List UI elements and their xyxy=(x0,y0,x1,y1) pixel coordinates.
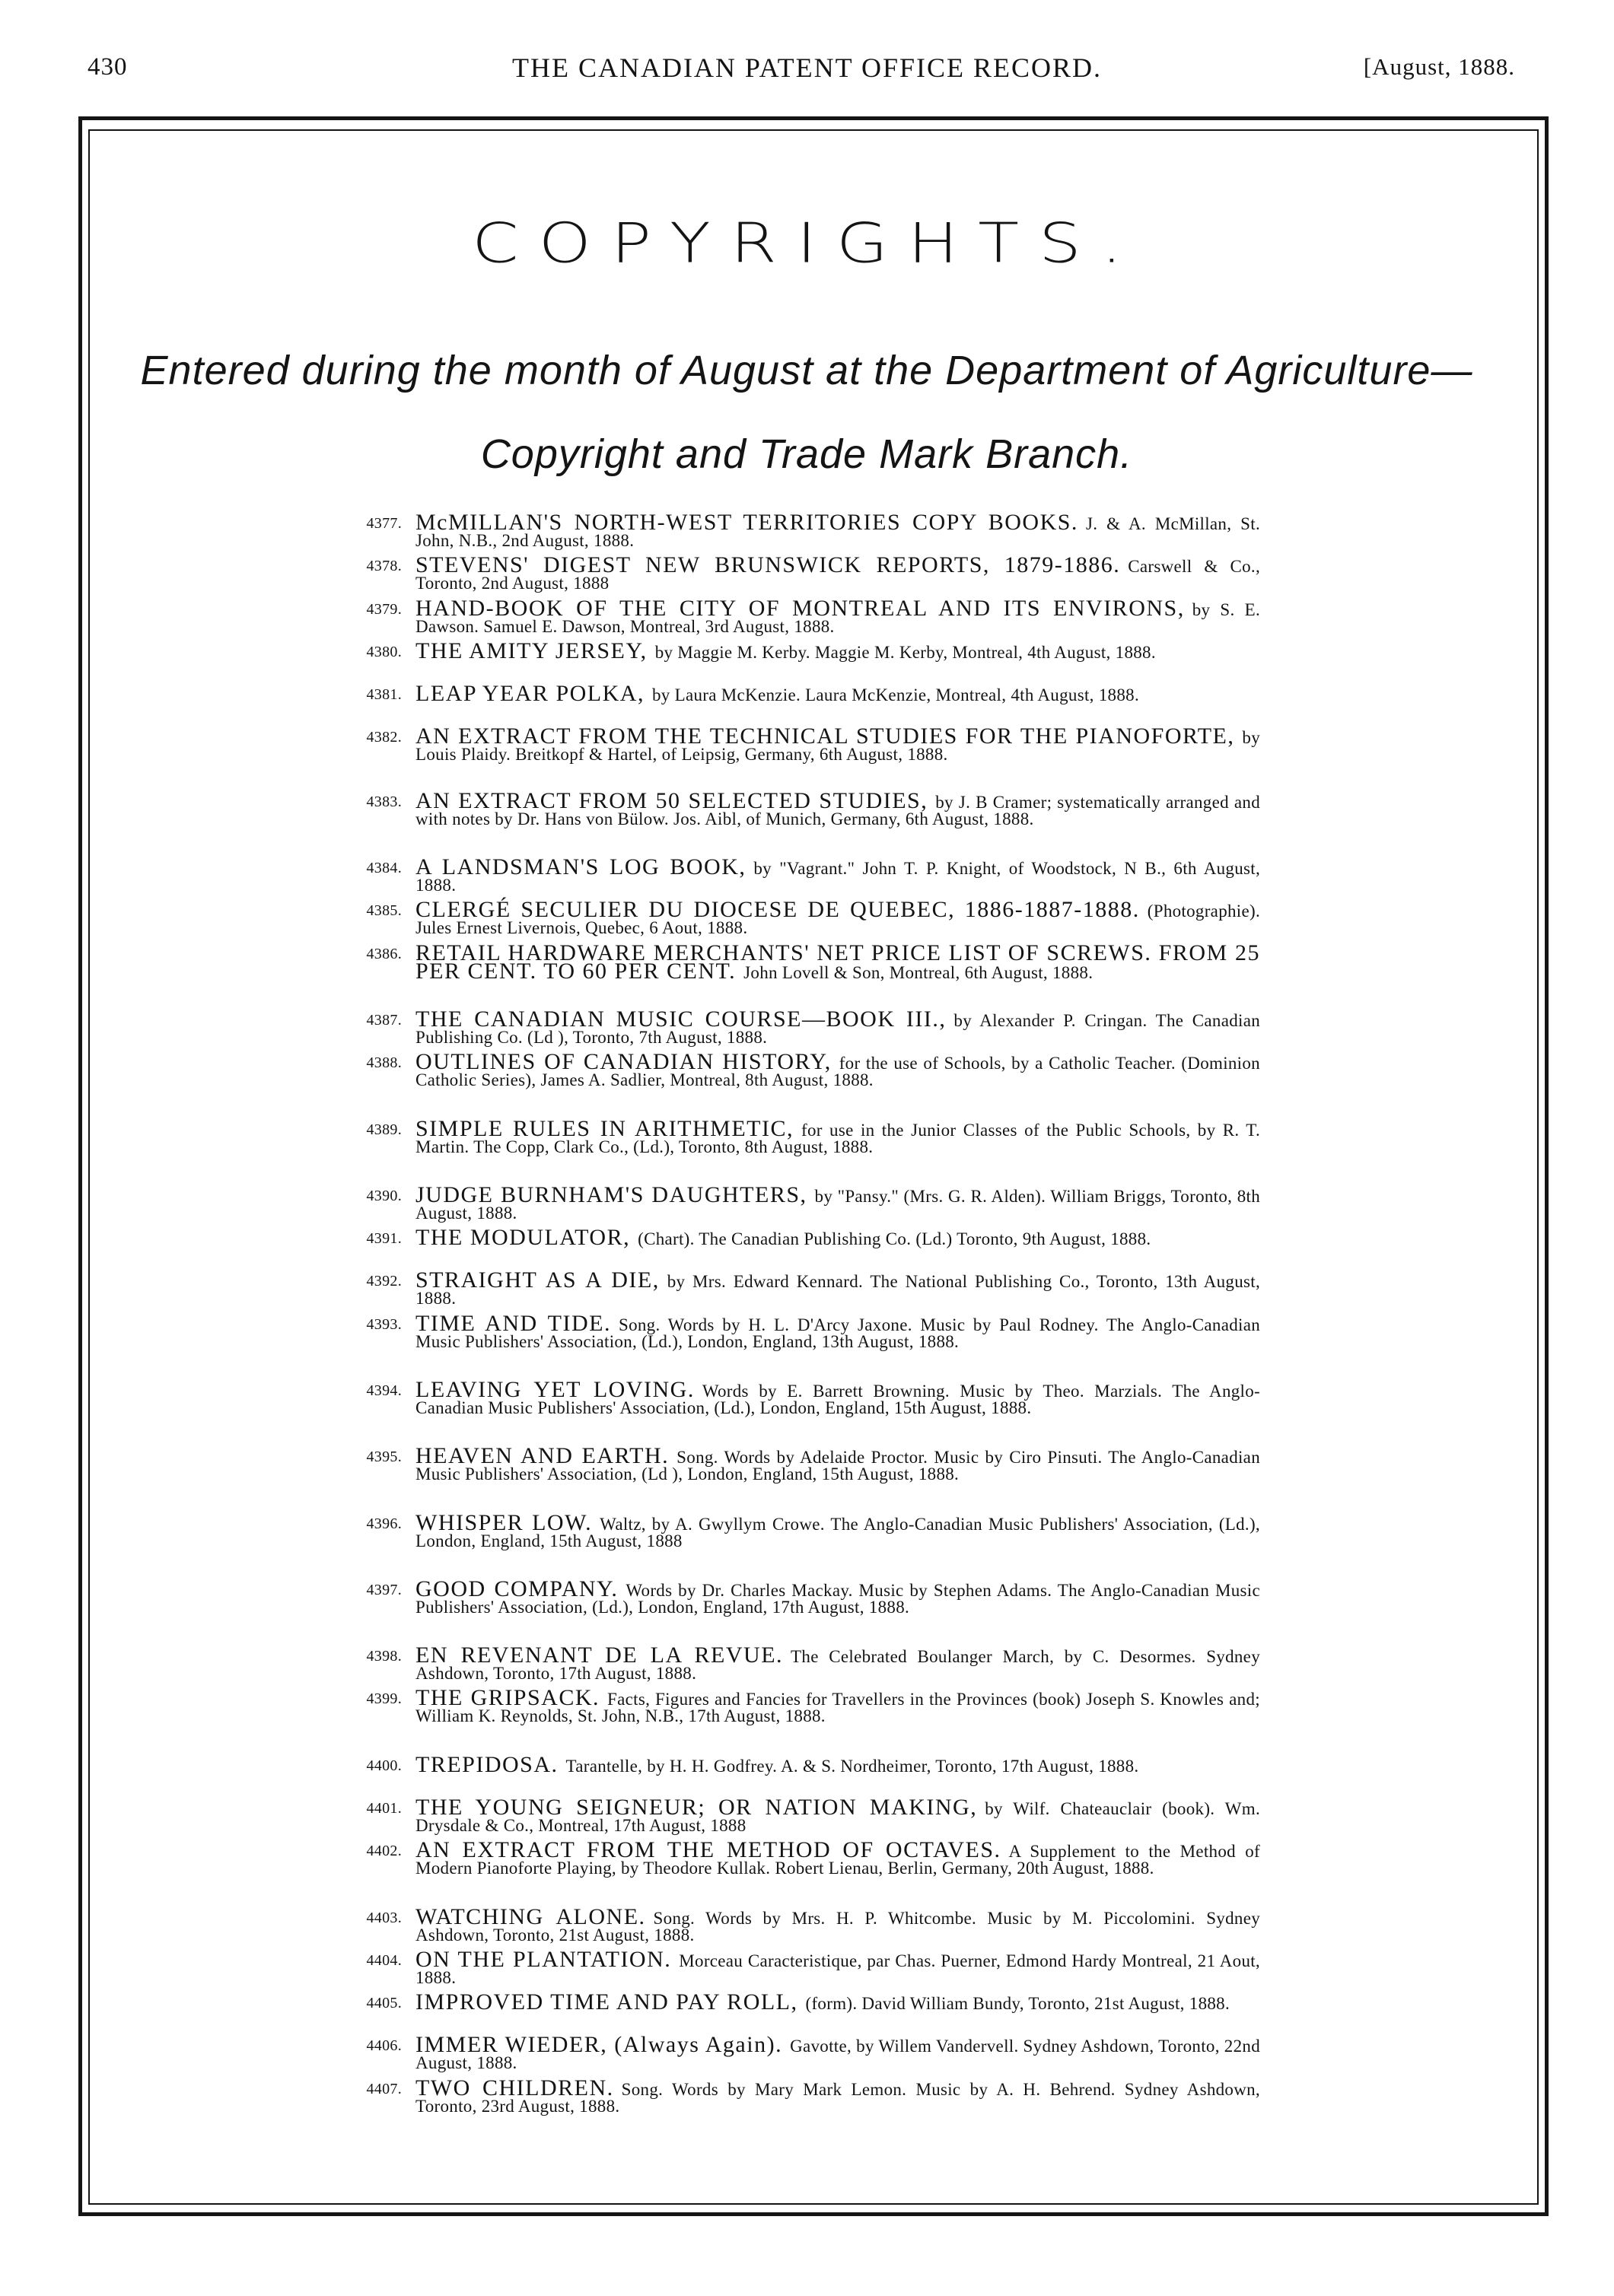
entry-details: Words by E. Barrett Browning. Music by Theo. Marzials. The Anglo-Canadian Music Publishers' Association, (Ld.), London, England, 15th August, 1888. xyxy=(415,1382,1260,1417)
entry-number: 4377. xyxy=(366,515,402,532)
entry-title: IMMER WIEDER, (Always Again). xyxy=(415,2032,783,2057)
entry-number: 4395. xyxy=(366,1449,402,1465)
entry-details: John Lovell & Son, Montreal, 6th August, 1888. xyxy=(743,963,1094,982)
entry-title: HAND-BOOK OF THE CITY OF MONTREAL AND ITS ENVIRONS, xyxy=(415,596,1185,621)
entry-number: 4393. xyxy=(366,1316,402,1333)
entry-body xyxy=(415,854,1260,895)
entry-body xyxy=(415,723,1260,764)
entry-number: 4402. xyxy=(366,1843,402,1859)
entry-details: Song. Words by H. L. D'Arcy Jaxone. Music by Paul Rodney. The Anglo-Canadian Music Publishers' Association, (Ld.), London, England, 13th August, 1888. xyxy=(415,1315,1261,1351)
entry-title: LEAP YEAR POLKA, xyxy=(415,681,645,706)
entry-number: 4392. xyxy=(366,1273,402,1290)
entry-details: Song. Words by Mrs. H. P. Whitcombe. Music by M. Piccolomini. Sydney Ashdown, Toronto, 21st August, 1888. xyxy=(415,1909,1261,1945)
entry-details: Waltz, by A. Gwyllym Crowe. The Anglo-Canadian Music Publishers' Association, (Ld.), London, England, 15th August, 1888 xyxy=(415,1515,1260,1550)
entry-number: 4387. xyxy=(366,1012,402,1029)
entry-number: 4383. xyxy=(366,793,402,810)
entry-body xyxy=(415,1510,1260,1550)
entry-title: THE MODULATOR, xyxy=(415,1225,631,1250)
entry-body xyxy=(415,1947,1260,1987)
entry-number: 4385. xyxy=(366,902,402,919)
entry-number: 4401. xyxy=(366,1800,402,1817)
entry-number: 4379. xyxy=(366,601,402,618)
entry-details: Gavotte, by Willem Vandervell. Sydney Ashdown, Toronto, 22nd August, 1888. xyxy=(415,2037,1260,2072)
entry-details: Facts, Figures and Fancies for Travellers in the Provinces (book) Joseph S. Knowles and; William K. Reynolds, St. John, N.B., 17th August, 1888. xyxy=(415,1690,1260,1725)
entry-body xyxy=(415,1443,1260,1483)
entry-title: ON THE PLANTATION. xyxy=(415,1947,672,1972)
entry-body xyxy=(415,1642,1260,1683)
entry-title: EN REVENANT DE LA REVUE. xyxy=(415,1642,784,1668)
entry-body xyxy=(415,1116,1260,1156)
entry-details: by J. B Cramer; systematically arranged and with notes by Dr. Hans von Bülow. Jos. Aibl, of Munich, Germany, 6th August, 1888. xyxy=(415,793,1260,828)
entry-title: TWO CHILDREN. xyxy=(415,2075,614,2100)
entry-title: IMPROVED TIME AND PAY ROLL, xyxy=(415,1989,798,2015)
entry-number: 4399. xyxy=(366,1690,402,1707)
entry-number: 4388. xyxy=(366,1054,402,1071)
entry-number: 4400. xyxy=(366,1757,402,1774)
entry-body xyxy=(415,2075,1260,2116)
entry-number: 4380. xyxy=(366,644,402,660)
entry-body xyxy=(415,681,1260,706)
entry-number: 4397. xyxy=(366,1582,402,1598)
entry-body xyxy=(415,1006,1261,1047)
entry-details: Tarantelle, by H. H. Godfrey. A. & S. Nordheimer, Toronto, 17th August, 1888. xyxy=(565,1757,1139,1776)
entry-details: by "Vagrant." John T. P. Knight, of Woodstock, N B., 6th August, 1888. xyxy=(415,859,1260,895)
entry-body xyxy=(415,940,1260,984)
entry-number: 4406. xyxy=(366,2037,402,2054)
entry-details: by Louis Plaidy. Breitkopf & Hartel, of Leipsig, Germany, 6th August, 1888. xyxy=(415,728,1260,764)
entry-body xyxy=(415,596,1260,636)
entry-details: by S. E. Dawson. Samuel E. Dawson, Montreal, 3rd August, 1888. xyxy=(415,600,1260,636)
entry-body xyxy=(415,1795,1260,1835)
entry-title: HEAVEN AND EARTH. xyxy=(415,1443,670,1468)
entry-number: 4389. xyxy=(366,1121,402,1138)
entry-title: AN EXTRACT FROM THE TECHNICAL STUDIES FOR THE PIANOFORTE, xyxy=(415,723,1235,749)
entry-details: for use in the Junior Classes of the Public Schools, by R. T. Martin. The Copp, Clark Co., (Ld.), Toronto, 8th August, 1888. xyxy=(415,1121,1260,1156)
entry-body xyxy=(415,1837,1260,1878)
entry-details: by Maggie M. Kerby. Maggie M. Kerby, Montreal, 4th August, 1888. xyxy=(654,643,1156,662)
entry-number: 4378. xyxy=(366,558,402,574)
entry-title: AN EXTRACT FROM THE METHOD OF OCTAVES. xyxy=(415,1837,1001,1862)
entry-details: J. & A. McMillan, St. John, N.B., 2nd August, 1888. xyxy=(415,514,1260,550)
entry-title: WHISPER LOW. xyxy=(415,1510,593,1535)
entry-number: 4384. xyxy=(366,860,402,876)
entry-number: 4404. xyxy=(366,1952,402,1969)
entry-title: CLERGÉ SECULIER DU DIOCESE DE QUEBEC, 1886-1887-1888. xyxy=(415,897,1140,922)
entry-number: 4405. xyxy=(366,1995,402,2011)
entry-body xyxy=(415,1685,1260,1725)
entry-body xyxy=(415,1377,1260,1417)
entry-number: 4390. xyxy=(366,1188,402,1204)
entry-title: RETAIL HARDWARE MERCHANTS' NET PRICE LIST OF SCREWS. FROM 25 PER CENT. TO 60 PER CENT. xyxy=(415,940,1260,984)
entry-title: McMILLAN'S NORTH-WEST TERRITORIES COPY BOOKS. xyxy=(415,510,1078,535)
entry-body xyxy=(415,1989,1260,2015)
entry-body xyxy=(415,510,1260,550)
entry-body xyxy=(415,1311,1261,1351)
entry-details: for the use of Schools, by a Catholic Teacher. (Dominion Catholic Series), James A. Sadlier, Montreal, 8th August, 1888. xyxy=(415,1054,1260,1089)
entry-number: 4403. xyxy=(366,1910,402,1926)
entry-details: by "Pansy." (Mrs. G. R. Alden). William Briggs, Toronto, 8th August, 1888. xyxy=(415,1187,1261,1223)
entry-number: 4407. xyxy=(366,2081,402,2097)
entry-number: 4398. xyxy=(366,1648,402,1665)
entry-title: STRAIGHT AS A DIE, xyxy=(415,1267,660,1293)
running-head xyxy=(0,46,1614,91)
entry-details: A Supplement to the Method of Modern Pianoforte Playing, by Theodore Kullak. Robert Lienau, Berlin, Germany, 20th August, 1888. xyxy=(415,1842,1260,1878)
entry-body xyxy=(415,2032,1260,2072)
entry-title: AN EXTRACT FROM 50 SELECTED STUDIES, xyxy=(415,788,928,813)
entry-number: 4391. xyxy=(366,1230,402,1247)
entry-body xyxy=(415,1267,1260,1308)
entry-title: THE YOUNG SEIGNEUR; OR NATION MAKING, xyxy=(415,1795,978,1820)
entry-number: 4386. xyxy=(366,946,402,962)
entry-details: The Celebrated Boulanger March, by C. Desormes. Sydney Ashdown, Toronto, 17th August, 1888. xyxy=(415,1647,1260,1683)
section-title: COPYRIGHTS. xyxy=(472,211,1142,275)
entry-details: by Wilf. Chateauclair (book). Wm. Drysdale & Co., Montreal, 17th August, 1888 xyxy=(415,1799,1260,1835)
entry-title: OUTLINES OF CANADIAN HISTORY, xyxy=(415,1049,832,1074)
entry-title: STEVENS' DIGEST NEW BRUNSWICK REPORTS, 1879-1886. xyxy=(415,552,1121,577)
entry-body xyxy=(415,638,1260,663)
entry-number: 4382. xyxy=(366,729,402,746)
entry-details: by Laura McKenzie. Laura McKenzie, Montreal, 4th August, 1888. xyxy=(651,685,1140,704)
entry-title: GOOD COMPANY. xyxy=(415,1576,619,1601)
entry-details: Song. Words by Adelaide Proctor. Music by Ciro Pinsuti. The Anglo-Canadian Music Publishers' Association, (Ld ), London, England, 15th August, 1888. xyxy=(415,1448,1260,1483)
entry-details: Carswell & Co., Toronto, 2nd August, 1888 xyxy=(415,557,1260,593)
entry-body xyxy=(415,1576,1260,1617)
entry-title: THE CANADIAN MUSIC COURSE—BOOK III., xyxy=(415,1006,947,1032)
entry-body xyxy=(415,1752,1260,1777)
entry-title: THE GRIPSACK. xyxy=(415,1685,600,1710)
entry-body xyxy=(415,552,1260,593)
entry-details: (Chart). The Canadian Publishing Co. (Ld.) Toronto, 9th August, 1888. xyxy=(638,1229,1151,1248)
entry-details: Morceau Caracteristique, par Chas. Puerner, Edmond Hardy Montreal, 21 Aout, 1888. xyxy=(415,1951,1260,1987)
entry-details: Words by Dr. Charles Mackay. Music by Stephen Adams. The Anglo-Canadian Music Publishers' Association, (Ld.), London, England, 17th August, 1888. xyxy=(415,1581,1260,1617)
entry-title: TREPIDOSA. xyxy=(415,1752,559,1777)
entry-body xyxy=(415,1182,1261,1223)
entry-details: by Mrs. Edward Kennard. The National Publishing Co., Toronto, 13th August, 1888. xyxy=(415,1272,1260,1308)
entry-details: (Photographie). Jules Ernest Livernois, Quebec, 6 Aout, 1888. xyxy=(415,902,1260,937)
entry-body xyxy=(415,1904,1261,1945)
section-subtitle: Entered during the month of August at the Department of Agriculture—Copyright and Trade Mark Branch. xyxy=(140,348,1473,477)
issue-date: [August, 1888. xyxy=(1363,53,1515,80)
entry-title: LEAVING YET LOVING. xyxy=(415,1377,695,1402)
entry-body xyxy=(415,1049,1260,1089)
entry-title: THE AMITY JERSEY, xyxy=(415,638,648,663)
entry-number: 4394. xyxy=(366,1382,402,1399)
entry-title: SIMPLE RULES IN ARITHMETIC, xyxy=(415,1116,794,1141)
entry-number: 4381. xyxy=(366,686,402,703)
entry-details: Song. Words by Mary Mark Lemon. Music by A. H. Behrend. Sydney Ashdown, Toronto, 23rd August, 1888. xyxy=(415,2080,1260,2116)
entry-number: 4396. xyxy=(366,1515,402,1532)
entry-title: TIME AND TIDE. xyxy=(415,1311,611,1336)
publication-title: THE CANADIAN PATENT OFFICE RECORD. xyxy=(511,52,1103,83)
entry-details: by Alexander P. Cringan. The Canadian Publishing Co. (Ld ), Toronto, 7th August, 1888. xyxy=(415,1011,1261,1047)
entry-title: WATCHING ALONE. xyxy=(415,1904,646,1929)
entry-body xyxy=(415,788,1260,828)
entry-title: JUDGE BURNHAM'S DAUGHTERS, xyxy=(415,1182,807,1207)
entry-details: (form). David William Bundy, Toronto, 21st August, 1888. xyxy=(805,1994,1230,2013)
entry-body xyxy=(415,1225,1260,1250)
entry-body xyxy=(415,897,1260,937)
entry-title: A LANDSMAN'S LOG BOOK, xyxy=(415,854,747,879)
page-number: 430 xyxy=(88,53,128,81)
